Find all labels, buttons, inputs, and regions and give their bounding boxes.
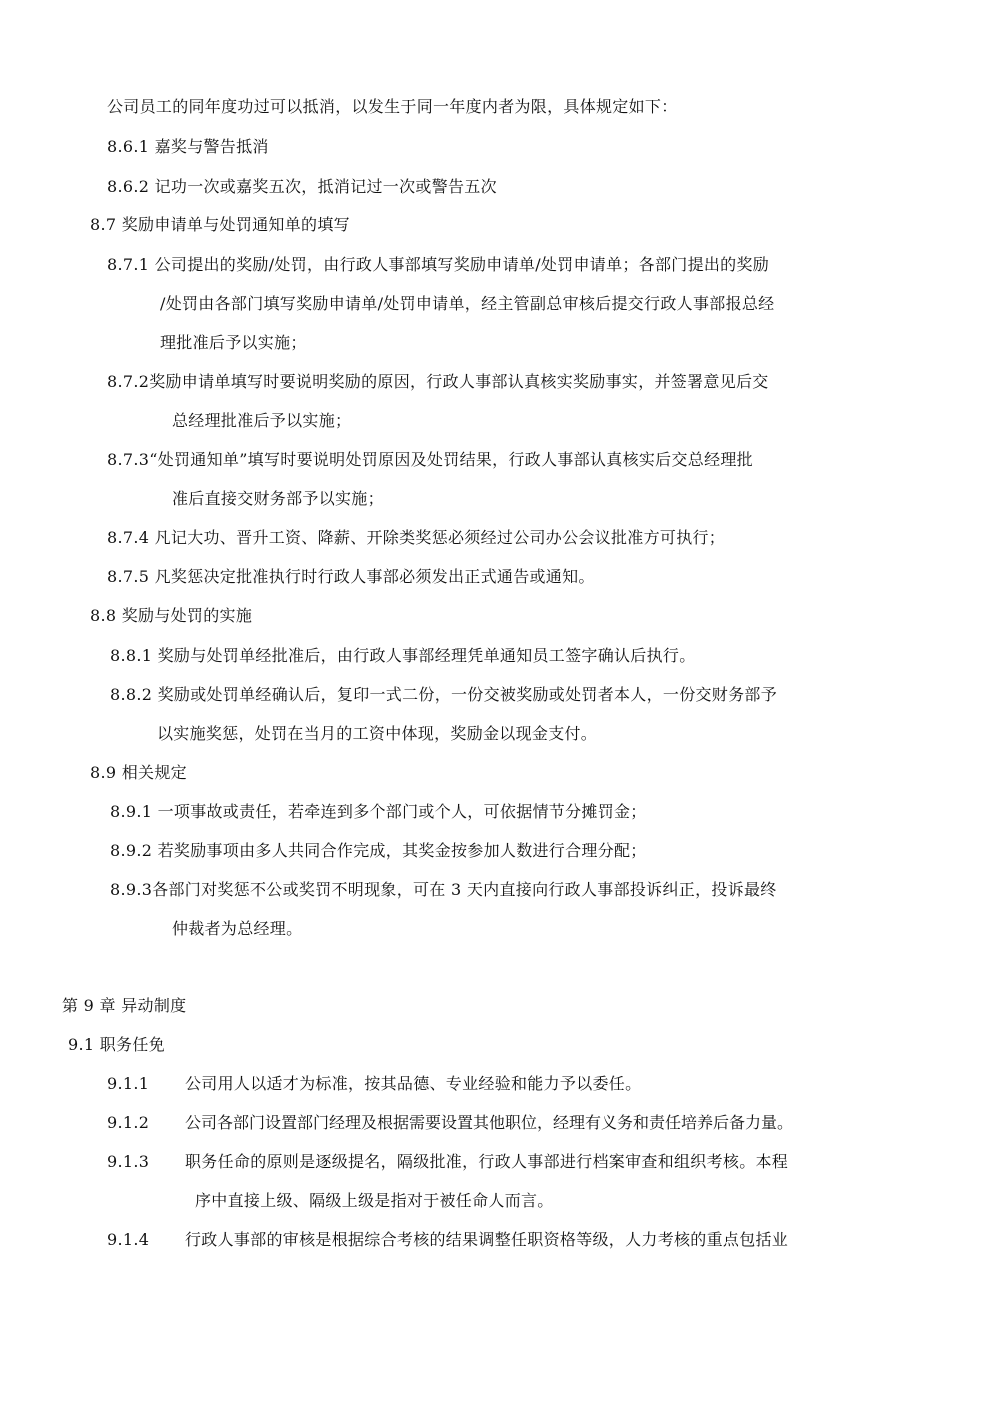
clause-8-7-3-line-2: 准后直接交财务部予以实施；	[172, 489, 384, 508]
clause-8-7-1-line-2: /处罚由各部门填写奖励申请单/处罚申请单，经主管副总审核后提交行政人事部报总经	[160, 294, 775, 313]
heading-9-1: 9.1 职务任免	[68, 1035, 165, 1054]
clause-8-7-2-line-1: 8.7.2奖励申请单填写时要说明奖励的原因，行政人事部认真核实奖励事实，并签署意见后交	[107, 372, 769, 391]
clause-9-1-3-text: 职务任命的原则是逐级提名，隔级批准，行政人事部进行档案审查和组织考核。本程	[185, 1152, 789, 1171]
clause-8-6-1: 8.6.1 嘉奖与警告抵消	[107, 137, 269, 156]
clause-8-6-2: 8.6.2 记功一次或嘉奖五次，抵消记过一次或警告五次	[107, 177, 497, 196]
heading-8-8: 8.8 奖励与处罚的实施	[90, 606, 253, 625]
clause-8-7-3-line-1: 8.7.3“处罚通知单”填写时要说明处罚原因及处罚结果，行政人事部认真核实后交总经理批	[107, 450, 753, 469]
clause-9-1-4-number: 9.1.4	[107, 1230, 150, 1249]
clause-9-1-4-text: 行政人事部的审核是根据综合考核的结果调整任职资格等级，人力考核的重点包括业	[185, 1230, 789, 1249]
clause-8-9-3-line-1: 8.9.3各部门对奖惩不公或奖罚不明现象，可在 3 天内直接向行政人事部投诉纠正，投诉最终	[110, 880, 777, 899]
heading-8-7: 8.7 奖励申请单与处罚通知单的填写	[90, 215, 350, 234]
clause-8-7-1-line-3: 理批准后予以实施；	[160, 333, 307, 352]
clause-9-1-1-text: 公司用人以适才为标准，按其品德、专业经验和能力予以委任。	[185, 1074, 642, 1093]
clause-9-1-1-number: 9.1.1	[107, 1074, 150, 1093]
clause-8-7-5: 8.7.5 凡奖惩决定批准执行时行政人事部必须发出正式通告或通知。	[107, 567, 595, 586]
clause-9-1-2-number: 9.1.2	[107, 1113, 150, 1132]
clause-9-1-3-continuation: 序中直接上级、隔级上级是指对于被任命人而言。	[195, 1191, 554, 1210]
clause-8-8-1: 8.8.1 奖励与处罚单经批准后，由行政人事部经理凭单通知员工签字确认后执行。	[110, 646, 696, 665]
clause-8-9-1: 8.9.1 一项事故或责任，若牵连到多个部门或个人，可依据情节分摊罚金；	[110, 802, 647, 821]
clause-8-8-2-line-1: 8.8.2 奖励或处罚单经确认后，复印一式二份，一份交被奖励或处罚者本人，一份交财务部予	[110, 685, 777, 704]
clause-8-7-2-line-2: 总经理批准后予以实施；	[172, 411, 352, 430]
clause-8-7-4: 8.7.4 凡记大功、晋升工资、降薪、开除类奖惩必须经过公司办公会议批准方可执行；	[107, 528, 726, 547]
clause-8-9-3-line-2: 仲裁者为总经理。	[172, 919, 303, 938]
clause-8-7-1-line-1: 8.7.1 公司提出的奖励/处罚，由行政人事部填写奖励申请单/处罚申请单；各部门提出的奖励	[107, 255, 770, 274]
paragraph-8-6-intro: 公司员工的同年度功过可以抵消，以发生于同一年度内者为限，具体规定如下：	[107, 97, 678, 116]
clause-8-8-2-line-2: 以实施奖惩，处罚在当月的工资中体现，奖励金以现金支付。	[157, 724, 598, 743]
heading-8-9: 8.9 相关规定	[90, 763, 187, 782]
chapter-9-title: 第 9 章 异动制度	[62, 996, 187, 1015]
clause-8-9-2: 8.9.2 若奖励事项由多人共同合作完成，其奖金按参加人数进行合理分配；	[110, 841, 647, 860]
clause-9-1-3-number: 9.1.3	[107, 1152, 150, 1171]
clause-9-1-2-text: 公司各部门设置部门经理及根据需要设置其他职位，经理有义务和责任培养后备力量。	[185, 1113, 794, 1132]
